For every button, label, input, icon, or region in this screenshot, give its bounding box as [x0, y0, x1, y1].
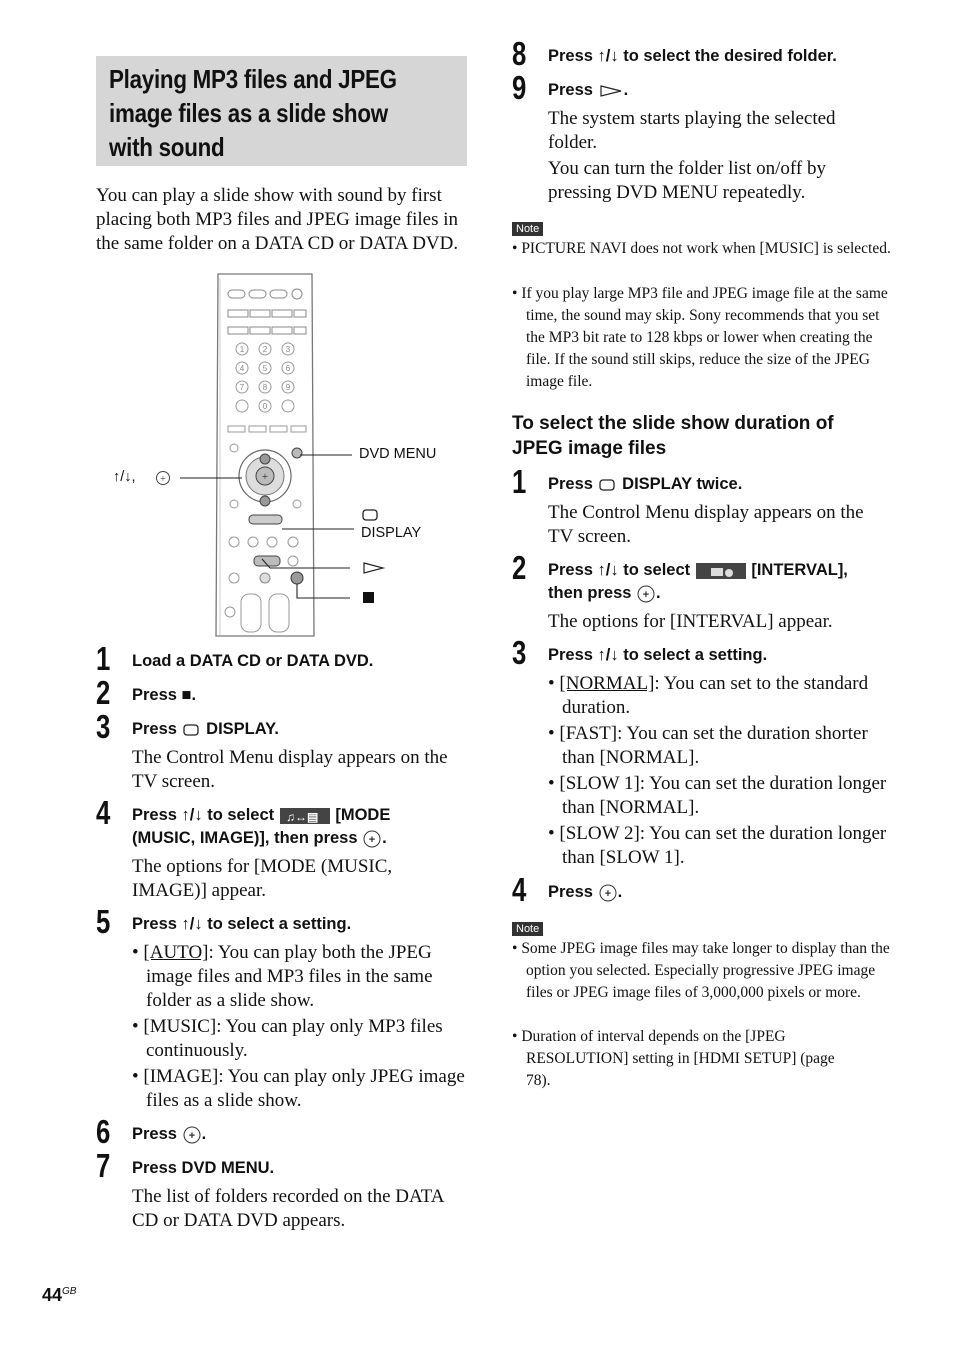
sub-step-1-body: The Control Menu display appears on the TV screen.	[548, 502, 864, 547]
display-icon	[598, 478, 618, 492]
enter-icon	[636, 584, 656, 604]
sub-step-1-heading: Press DISPLAY twice.	[548, 475, 743, 493]
sub-step-3-number: 3	[512, 634, 527, 671]
step-7-body: The list of folders recorded on the DATA CD or DATA DVD appears.	[132, 1186, 444, 1231]
svg-text:+: +	[188, 1129, 195, 1142]
music-image-mode-icon	[279, 807, 331, 825]
sub-step-3-bullet-slow1: • [SLOW 1]: You can set the duration longer than [NORMAL].	[548, 773, 887, 818]
svg-text:+: +	[160, 474, 166, 485]
step-1-heading: Load a DATA CD or DATA DVD.	[132, 652, 374, 670]
step-7-number: 7	[96, 1147, 111, 1184]
sub-step-2-heading: Press ↑/↓ to select [INTERVAL], then press + .	[548, 561, 848, 602]
step-2-number: 2	[96, 674, 111, 711]
step-5-bullet-music: • [MUSIC]: You can play only MP3 files continuously.	[132, 1016, 443, 1061]
svg-text:3: 3	[285, 345, 291, 354]
enter-icon	[182, 1125, 202, 1145]
svg-text:5: 5	[262, 364, 268, 373]
note-2-item-1: • Some JPEG image files may take longer to display than the option you selected. Especially progressive JPEG image files or JPEG image files of 3,000,000 pixels or more.	[512, 940, 890, 1001]
sub-step-4-heading: Press + .	[548, 883, 623, 901]
step-4-heading: Press ↑/↓ to select ♫↔▤ [MODE (MUSIC, IMAGE)], then press + .	[132, 806, 391, 847]
enter-icon	[362, 829, 382, 849]
step-9-number: 9	[512, 69, 527, 106]
sub-step-2-body: The options for [INTERVAL] appear.	[548, 611, 833, 632]
page-number: $44^{GB}$	[42, 1285, 77, 1305]
note-1-item-2: • If you play large MP3 file and JPEG image file at the same time, the sound may skip. Sony recommends that you set the MP3 bit rate to 128 kbps or lower when creating the file. If the sound still skips, reduce the size of the JPEG image file.	[512, 285, 888, 390]
subsection-heading: To select the slide show duration of JPEG image files	[512, 413, 834, 459]
step-4-body: The options for [MODE (MUSIC, IMAGE)] appear.	[132, 856, 393, 901]
note-2-item-2: • Duration of interval depends on the [JPEG RESOLUTION] setting in [HDMI SETUP] (page 78).	[512, 1028, 835, 1089]
step-3-body: The Control Menu display appears on the TV screen.	[132, 747, 448, 792]
step-7-heading: Press DVD MENU.	[132, 1159, 275, 1177]
svg-text:2: 2	[262, 345, 268, 354]
step-3-heading: Press DISPLAY.	[132, 720, 279, 738]
step-3-number: 3	[96, 708, 111, 745]
step-5-bullet-image: • [IMAGE]: You can play only JPEG image files as a slide show.	[132, 1066, 465, 1111]
note-tag-1: Note	[512, 222, 543, 236]
svg-text:0: 0	[262, 402, 268, 411]
enter-icon	[598, 883, 618, 903]
step-2-heading: Press ■.	[132, 686, 197, 704]
display-icon	[182, 723, 202, 737]
label-dvd-menu: DVD MENU	[359, 446, 437, 462]
sub-step-3-bullet-slow2: • [SLOW 2]: You can set the duration longer than [SLOW 1].	[548, 823, 887, 868]
svg-text:8: 8	[262, 383, 268, 392]
svg-text:4: 4	[239, 364, 245, 373]
step-8-heading: Press ↑/↓ to select the desired folder.	[548, 47, 837, 65]
step-9-body-1: The system starts playing the selected folder.	[548, 108, 836, 153]
step-8-number: 8	[512, 35, 527, 72]
sub-step-4-number: 4	[512, 871, 527, 908]
sub-step-1-number: 1	[512, 463, 527, 500]
stop-icon	[362, 591, 376, 610]
svg-text:6: 6	[285, 364, 291, 373]
section-title: Playing MP3 files and JPEG image files as a slide show with sound	[109, 64, 397, 162]
step-6-heading: Press + .	[132, 1125, 207, 1143]
step-1-number: 1	[96, 640, 111, 677]
play-icon	[598, 84, 624, 98]
step-5-bullet-auto: • [AUTO]: You can play both the JPEG image files and MP3 files in the same folder as a slide show.	[132, 942, 433, 1011]
step-5-heading: Press ↑/↓ to select a setting.	[132, 915, 352, 933]
label-display: DISPLAY	[361, 525, 422, 541]
note-1-item-1: • PICTURE NAVI does not work when [MUSIC] is selected.	[512, 240, 891, 257]
sub-step-3-bullet-fast: • [FAST]: You can set the duration shorter than [NORMAL].	[548, 723, 868, 768]
svg-text:♫↔▤: ♫↔▤	[285, 809, 319, 824]
step-9-body-2: You can turn the folder list on/off by pressing DVD MENU repeatedly.	[548, 158, 826, 203]
svg-text:+: +	[604, 887, 611, 900]
play-icon	[362, 561, 386, 580]
step-9-heading: Press .	[548, 81, 629, 99]
svg-text:+: +	[368, 833, 376, 846]
step-6-number: 6	[96, 1113, 111, 1150]
svg-text:+: +	[261, 471, 269, 483]
interval-icon	[695, 562, 747, 580]
step-5-number: 5	[96, 903, 111, 940]
intro-paragraph: You can play a slide show with sound by first placing both MP3 files and JPEG image files in the same folder on a DATA CD or DATA DVD.	[96, 185, 459, 254]
svg-text:7: 7	[239, 383, 245, 392]
sub-step-3-heading: Press ↑/↓ to select a setting.	[548, 646, 768, 664]
step-4-number: 4	[96, 794, 111, 831]
sub-step-2-number: 2	[512, 549, 527, 586]
svg-text:1: 1	[239, 345, 245, 354]
label-arrows: ↑/↓,	[113, 469, 136, 485]
sub-step-3-bullet-normal: • [NORMAL]: You can set to the standard duration.	[548, 673, 869, 718]
section-title-box	[96, 56, 467, 166]
svg-text:9: 9	[285, 383, 291, 392]
svg-text:+: +	[642, 588, 650, 601]
note-tag-2: Note	[512, 922, 543, 936]
